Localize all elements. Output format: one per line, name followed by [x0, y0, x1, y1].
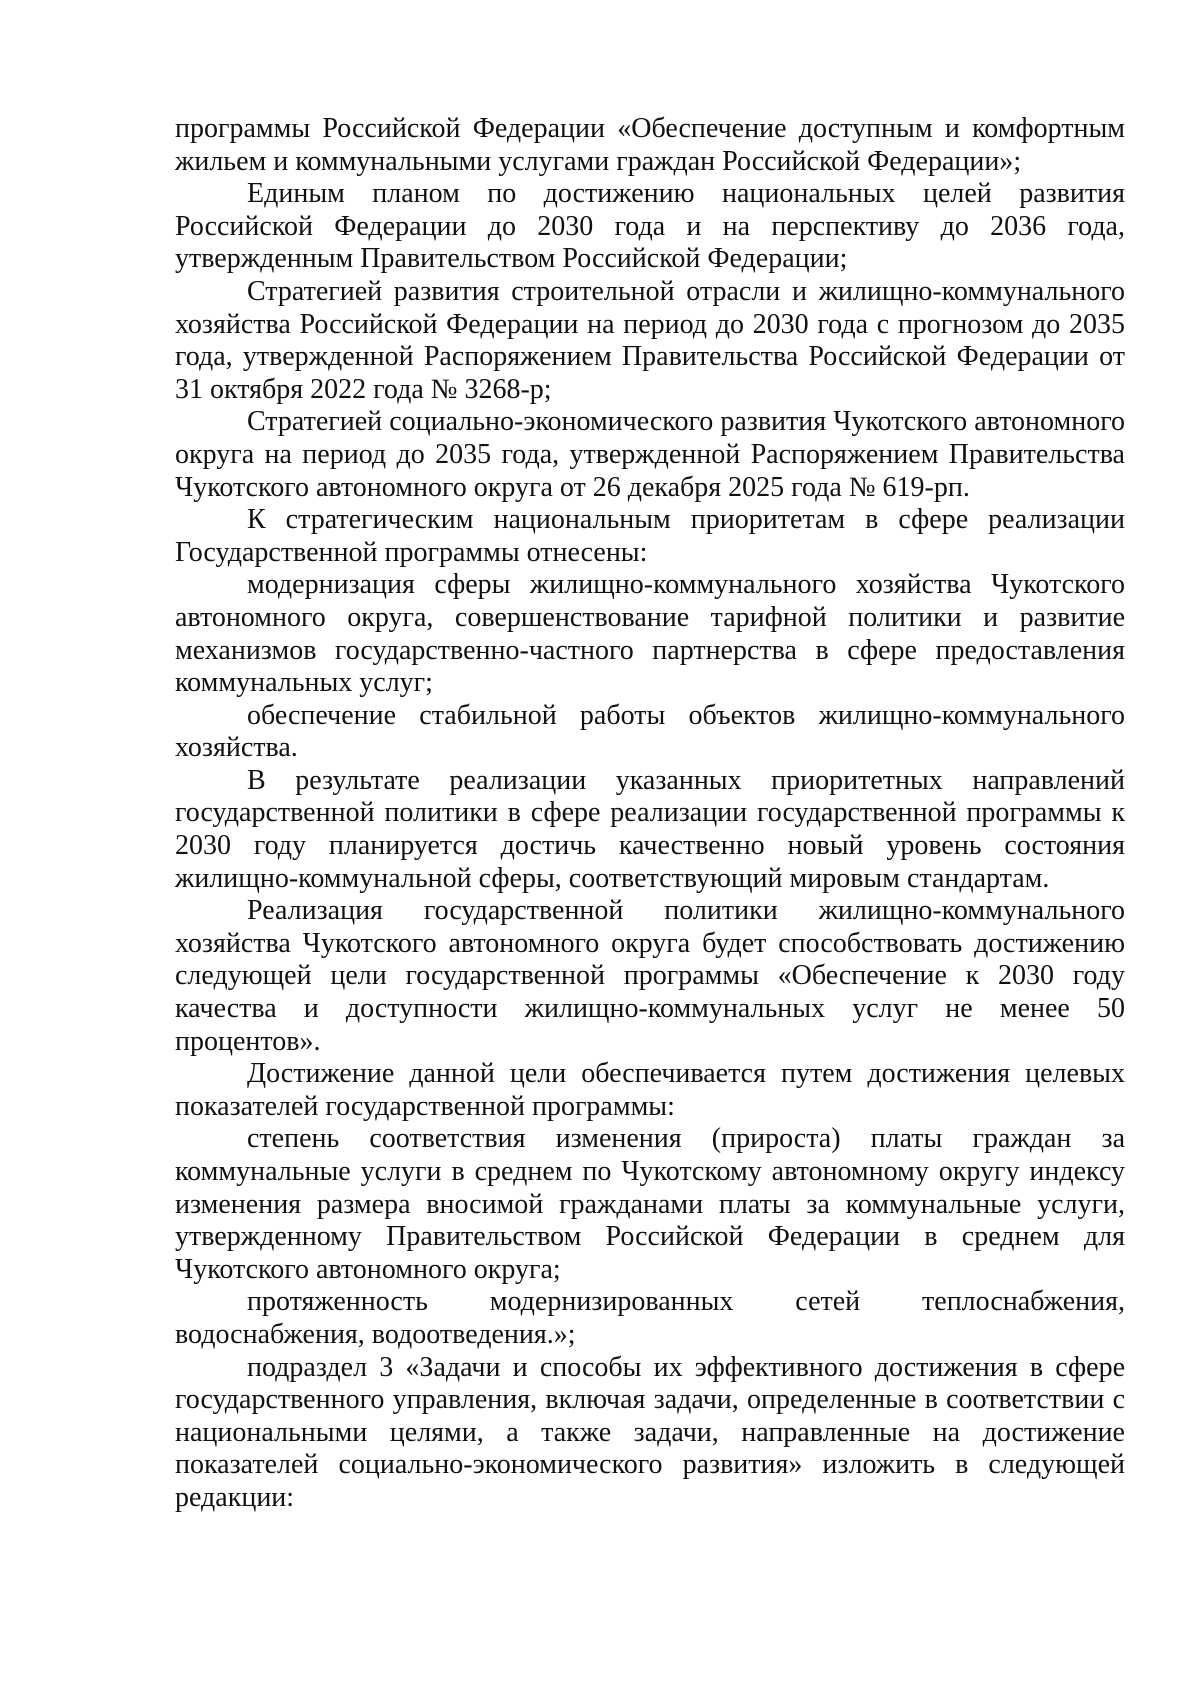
document-page	[175, 113, 1125, 1515]
paragraph-program-continuation: программы Российской Федерации «Обеспечение доступным и комфортным жильем и коммунальными услугами граждан Российской Федерации»;	[175, 113, 1125, 177]
paragraph-chukotka-strategy: Стратегией социально-экономического развития Чукотского автономного округа на период до 2035 года, утвержденной Распоряжением Правительства Чукотского автономного округа от 26 декабря 2025 года № 619-рп.	[175, 406, 1125, 503]
paragraph-unified-plan: Единым планом по достижению национальных целей развития Российской Федерации до 2030 года и на перспективу до 2036 года, утвержденным Правительством Российской Федерации;	[175, 178, 1125, 275]
paragraph-construction-strategy: Стратегией развития строительной отрасли и жилищно-коммунального хозяйства Российской Федерации на период до 2030 года с прогнозом до 2035 года, утвержденной Распоряжением Правительства Российской Федерации от 31 октября 2022 года № 3268-р;	[175, 275, 1125, 405]
paragraph-modernization: модернизация сферы жилищно-коммунального хозяйства Чукотского автономного округа, совершенствование тарифной политики и развитие механизмов государственно-частного партнерства в сфере предоставления коммунальных услуг;	[175, 569, 1125, 699]
paragraph-policy-goal: Реализация государственной политики жилищно-коммунального хозяйства Чукотского автономного округа будет способствовать достижению следующей цели государственной программы «Обеспечение к 2030 году качества и доступности жилищно-коммунальных услуг не менее 50 процентов».	[175, 895, 1125, 1057]
paragraph-expected-result: В результате реализации указанных приоритетных направлений государственной политики в сфере реализации государственной программы к 2030 году планируется достичь качественно новый уровень состояния жилищно-коммунальной сферы, соответствующий мировым стандартам.	[175, 764, 1125, 894]
paragraph-priorities-intro: К стратегическим национальным приоритетам в сфере реализации Государственной программы отнесены:	[175, 504, 1125, 568]
paragraph-indicator-networks: протяженность модернизированных сетей теплоснабжения, водоснабжения, водоотведения.»;	[175, 1286, 1125, 1350]
paragraph-goal-indicators-intro: Достижение данной цели обеспечивается путем достижения целевых показателей государственной программы:	[175, 1058, 1125, 1122]
paragraph-subsection-3: подраздел 3 «Задачи и способы их эффективного достижения в сфере государственного управления, включая задачи, определенные в соответствии с национальными целями, а также задачи, направленные на достижение показателей социально-экономического развития» изложить в следующей редакции:	[175, 1351, 1125, 1513]
paragraph-indicator-payment-index: степень соответствия изменения (прироста) платы граждан за коммунальные услуги в среднем по Чукотскому автономному округу индексу изменения размера вносимой гражданами платы за коммунальные услуги, утвержденному Правительством Российской Федерации в среднем для Чукотского автономного округа;	[175, 1123, 1125, 1285]
paragraph-stable-operation: обеспечение стабильной работы объектов жилищно-коммунального хозяйства.	[175, 699, 1125, 764]
